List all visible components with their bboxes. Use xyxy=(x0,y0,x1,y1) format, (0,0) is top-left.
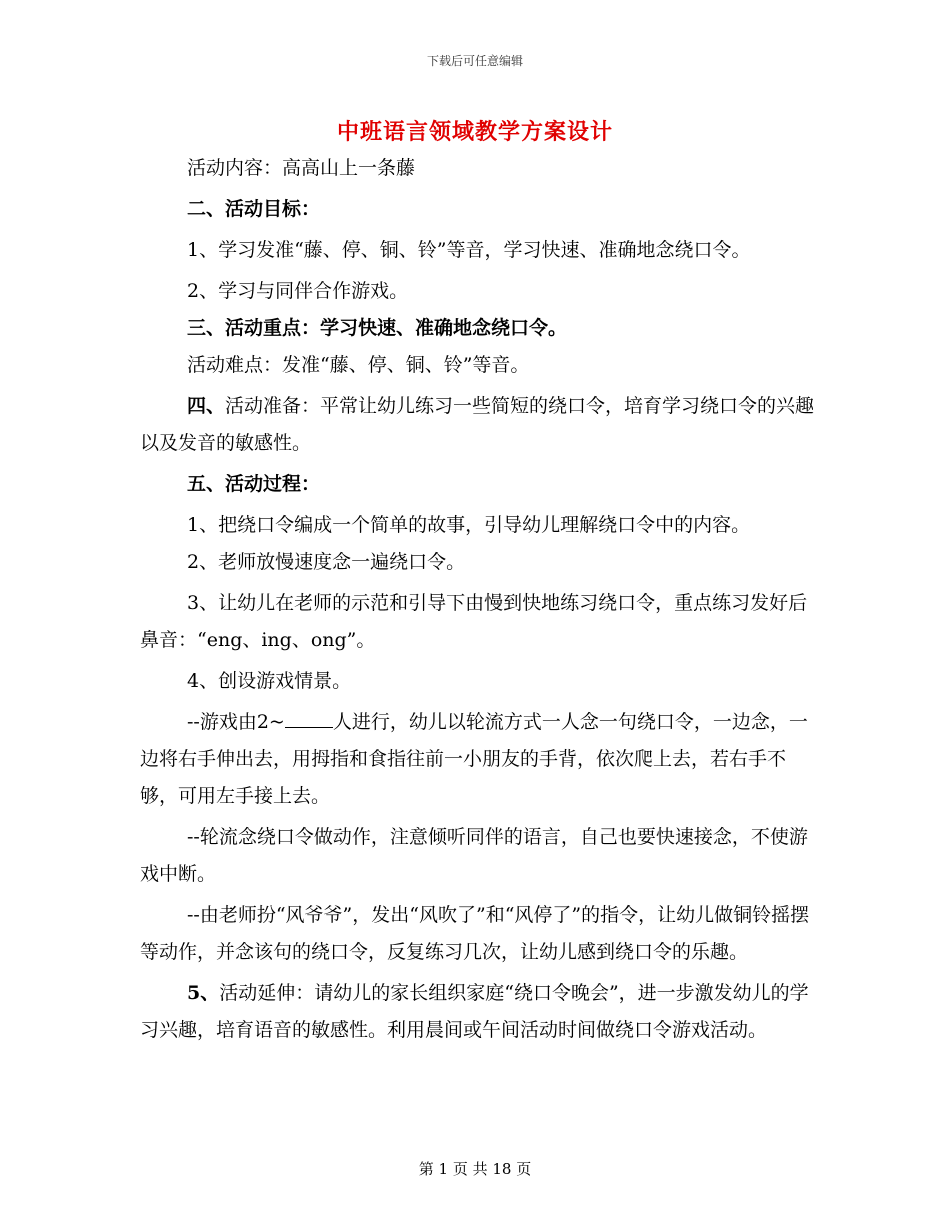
paragraph-text: 活动准备：平常让幼儿练习一些简短的绕口令，培育学习绕口令的兴趣以及发音的敏感性。 xyxy=(140,395,815,454)
paragraph-text: 活动延伸：请幼儿的家长组织家庭“绕口令晚会”，进一步激发幼儿的学习兴趣，培育语音的敏感性。利用晨间或午间活动时间做绕口令游戏活动。 xyxy=(140,982,809,1041)
page-footer: 第 1 页 共 18 页 xyxy=(418,1160,532,1178)
paragraph-step-3: 3、让幼儿在老师的示范和引导下由慢到快地练习绕口令，重点练习发好后鼻音：“eng、ing、ong”。 xyxy=(140,592,808,651)
paragraph-activity-prep xyxy=(140,388,820,462)
paragraph-step-4: 4、创设游戏情景。 xyxy=(187,670,352,692)
paragraph-activity-difficulty: 活动难点：发准“藤、停、铜、铃”等音。 xyxy=(187,354,530,376)
paragraph-extension xyxy=(140,975,820,1049)
paragraph-text: --游戏由2~ xyxy=(187,711,285,733)
paragraph-game-rules xyxy=(140,704,820,815)
paragraph-game-wind: --由老师扮“风爷爷”，发出“风吹了”和“风停了”的指令，让幼儿做铜铃摇摆等动作，并念该句的绕口令，反复练习几次，让幼儿感到绕口令的乐趣。 xyxy=(140,904,810,963)
paragraph-step-2: 2、老师放慢速度念一遍绕口令。 xyxy=(187,551,466,573)
paragraph-activity-content: 活动内容：高高山上一条藤 xyxy=(187,157,416,179)
paragraph-goal-1: 1、学习发准“藤、停、铜、铃”等音，学习快速、准确地念绕口令。 xyxy=(187,239,751,261)
heading-activity-focus: 三、活动重点：学习快速、准确地念绕口令。 xyxy=(187,317,568,339)
paragraph-text: 人进行，幼儿以轮流方式一人念一句绕口令，一边念，一边将右手伸出去，用拇指和食指往前一小朋友的手背，依次爬上去，若右手不够，可用左手接上去。 xyxy=(140,711,808,807)
heading-activity-goals: 二、活动目标： xyxy=(187,198,321,220)
heading-activity-process: 五、活动过程： xyxy=(187,473,321,495)
page-header: 下载后可任意编辑 xyxy=(426,54,523,68)
paragraph-step-1: 1、把绕口令编成一个简单的故事，引导幼儿理解绕口令中的内容。 xyxy=(187,514,751,536)
paragraph-goal-2: 2、学习与同伴合作游戏。 xyxy=(187,280,409,302)
document-body xyxy=(140,150,820,1049)
section-number: 5、 xyxy=(187,982,220,1004)
document-title: 中班语言领域教学方案设计 xyxy=(336,119,613,145)
paragraph-game-turns: --轮流念绕口令做动作，注意倾听同伴的语言，自己也要快速接念，不使游戏中断。 xyxy=(140,826,808,885)
section-number: 四、 xyxy=(187,395,226,417)
fill-in-blank xyxy=(285,712,333,728)
